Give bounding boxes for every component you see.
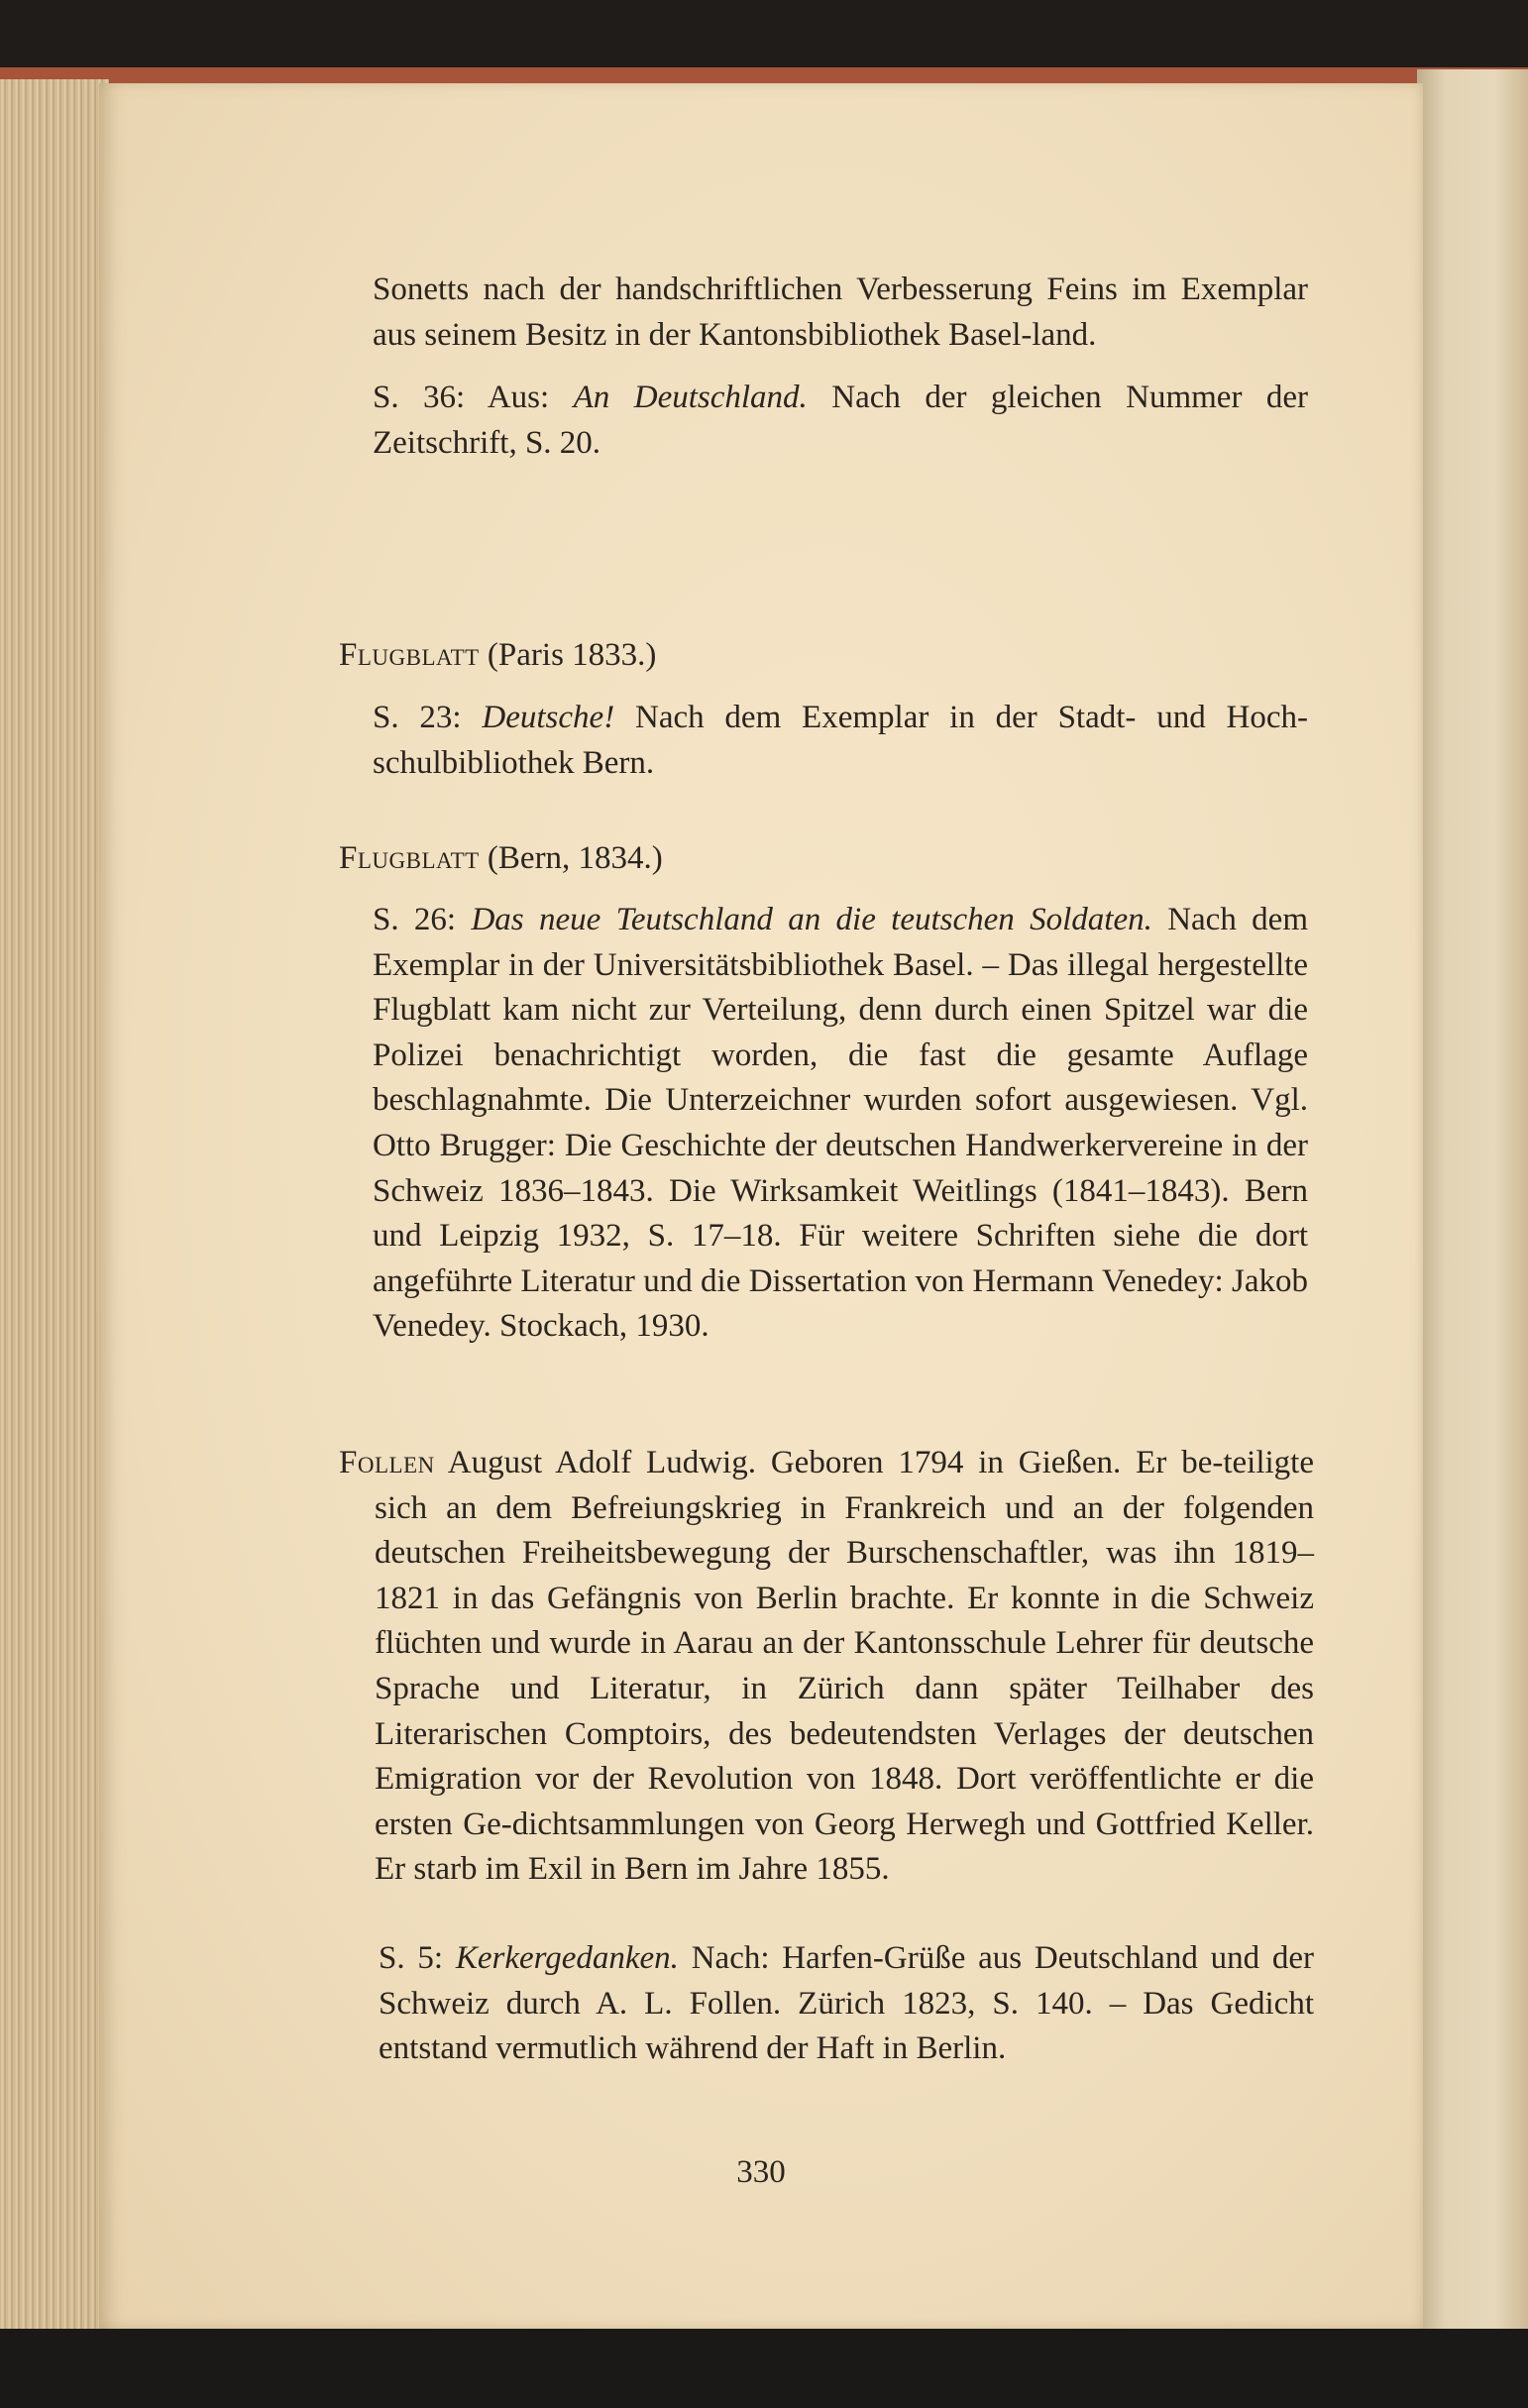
paragraph-neue-teutschland: S. 26: Das neue Teutschland an die teutschen Soldaten. Nach dem Exemplar in der Universitätsbibliothek Basel. – Das illegal hergestellte Flugblatt kam nicht zur Verteilung, denn durch einen Spitzel war die Polizei benachrichtigt worden, die fast die gesamte Auflage beschlagnahmte. Die Unterzeichner wurden sofort ausgewiesen. Vgl. Otto Brugger: Die Geschichte der deutschen Handwerkervereine in der Schweiz 1836–1843. Die Wirksamkeit Weitlings (1841–1843). Bern und Leipzig 1932, S. 17–18. Für weitere Schriften siehe die dort angeführte Literatur und die Dissertation von Hermann Venedey: Jakob Venedey. Stockach, 1930. xyxy=(373,902,1308,1345)
title-neue-teutschland: Das neue Teutschland an die teutschen Soldaten. xyxy=(471,902,1152,937)
entry-flugblatt-bern xyxy=(339,836,1308,900)
title-deutsche: Deutsche! xyxy=(482,700,615,735)
entry-heading-flugblatt-paris: Flugblatt (Paris 1833.) xyxy=(339,637,657,673)
page-stack-edge xyxy=(0,79,109,2329)
book-next-page-edge xyxy=(1417,69,1528,2339)
title-kerkergedanken: Kerkergedanken. xyxy=(455,1940,679,1976)
entry-flugblatt-bern-body xyxy=(373,898,1308,1368)
paragraph-an-deutschland: S. 36: Aus: An Deutschland. Nach der gleichen Nummer der Zeitschrift, S. 20. xyxy=(373,380,1309,461)
entry-heading-flugblatt-bern: Flugblatt (Bern, 1834.) xyxy=(339,840,663,876)
scan-bottom-background xyxy=(0,2329,1528,2408)
entry-flugblatt-paris xyxy=(339,633,1308,697)
name-follen: Follen xyxy=(339,1445,435,1480)
paragraph-kerkergedanken: S. 5: Kerkergedanken. Nach: Harfen-Grüße aus Deutschland und der Schweiz durch A. L. Follen. Zürich 1823, S. 140. – Das Gedicht entstand vermutlich während der Haft in Berlin. xyxy=(379,1940,1314,2067)
title-an-deutschland: An Deutschland. xyxy=(573,380,808,416)
book-page xyxy=(99,83,1423,2329)
page-body xyxy=(373,268,1308,501)
entry-follen-body xyxy=(379,1936,1314,2090)
page-number: 330 xyxy=(736,2154,786,2190)
paragraph-deutsche: S. 23: Deutsche! Nach dem Exemplar in der Stadt- und Hoch-schulbibliothek Bern. xyxy=(373,700,1308,781)
entry-follen xyxy=(339,1441,1314,1911)
paragraph-follen-biography: Follen August Adolf Ludwig. Geboren 1794 in Gießen. Er be-teiligte sich an dem Befreiungskrieg in Frankreich und an der folgenden deutschen Freiheitsbewegung der Burschenschaftler, was ihn 1819–1821 in das Gefängnis von Berlin brachte. Er konnte in die Schweiz flüchten und wurde in Aarau an der Kantonsschule Lehrer für deutsche Sprache und Literatur, in Zürich dann später Teilhaber des Literarischen Comptoirs, des bedeutendsten Verlages der deutschen Emigration vor der Revolution von 1848. Dort veröffentlichte er die ersten Ge-dichtsammlungen von Georg Herwegh und Gottfried Keller. Er starb im Exil in Bern im Jahre 1855. xyxy=(339,1445,1314,1888)
scan-top-background xyxy=(0,0,1528,69)
paragraph-sonetts: Sonetts nach der handschriftlichen Verbesserung Feins im Exemplar aus seinem Besitz in der Kantonsbibliothek Basel-land. xyxy=(373,272,1308,353)
entry-flugblatt-paris-body xyxy=(373,696,1308,804)
